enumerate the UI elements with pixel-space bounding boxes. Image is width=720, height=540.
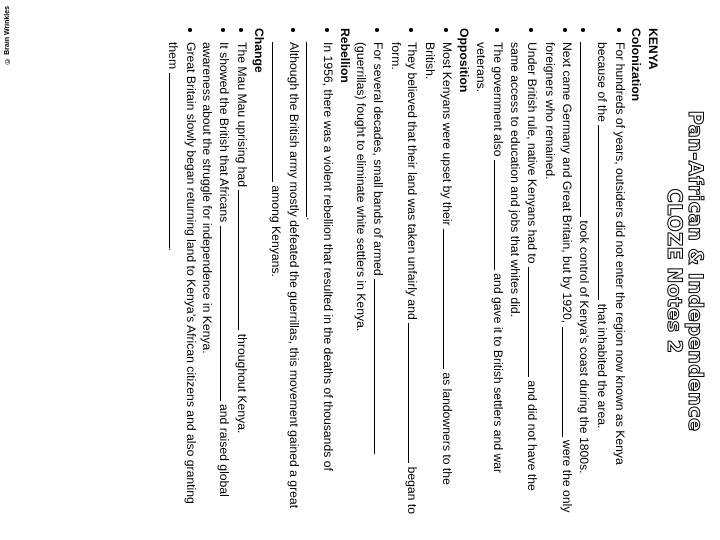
section-heading-change: Change	[252, 28, 267, 73]
list-item: • They believed that their land was taken unfairly and began to form.	[387, 42, 421, 514]
fill-blank[interactable]	[220, 226, 233, 401]
fill-blank[interactable]	[528, 267, 541, 377]
list-item: • For several decades, small bands of armed (guerrillas) fought to eliminate white settlers in Kenya.	[353, 42, 387, 514]
fill-blank[interactable]	[443, 229, 456, 369]
list-item: • It showed the British that Africans and raised global awareness about the struggle for independence in Kenya.	[199, 42, 233, 514]
title-line-2: CLOZE Notes 2	[662, 188, 686, 354]
fill-blank[interactable]	[374, 279, 387, 454]
fill-blank[interactable]	[238, 190, 251, 330]
section-heading-rebellion: Rebellion	[337, 28, 352, 83]
page-title	[664, 28, 706, 514]
change-list	[164, 28, 251, 514]
fill-blank[interactable]	[562, 327, 575, 437]
fill-blank[interactable]	[408, 323, 421, 463]
fill-blank[interactable]	[598, 125, 611, 300]
fill-blank[interactable]	[494, 160, 507, 270]
country-heading: KENYA	[645, 28, 660, 70]
rebellion-list	[267, 28, 336, 514]
section-heading-colonization: Colonization	[629, 28, 644, 102]
list-item: • Great Britain slowly began returning land to Kenya’s African citizens and also granting them .	[164, 42, 198, 514]
section-heading-opposition: Opposition	[457, 28, 472, 93]
copyright-notice: © Brain Wrinkles	[4, 6, 11, 64]
list-item: • Under British rule, native Kenyans had to and did not have the same access to education and jobs that whites did.	[507, 42, 541, 514]
list-item: • Although the British army mostly defeated the guerrillas, this movement gained a great among Kenyans.	[267, 42, 301, 514]
fill-blank[interactable]	[169, 73, 182, 248]
list-item: • In 1956, there was a violent rebellion that resulted in the deaths of thousands of .	[302, 42, 336, 514]
list-item: • The Mau Mau uprising had throughout Kenya.	[233, 42, 251, 514]
fill-blank[interactable]	[306, 42, 319, 217]
list-item: • Most Kenyans were upset by their as landowners to the British.	[421, 42, 455, 514]
opposition-list	[353, 28, 456, 514]
list-item: • took control of Kenya’s coast during the 1800s.	[576, 42, 594, 514]
fill-blank[interactable]	[580, 42, 593, 217]
list-item: • Next came Germany and Great Britain, but by 1920, were the only foreigners who remained.	[541, 42, 575, 514]
list-item: • The government also and gave it to British settlers and war veterans.	[472, 42, 506, 514]
fill-blank[interactable]	[272, 42, 285, 182]
list-item: • For hundreds of years, outsiders did not enter the region now known as Kenya because of the that inhabited the area.	[593, 42, 627, 514]
colonization-list	[472, 28, 627, 514]
title-line-1: Pan-African & Independence	[684, 110, 707, 432]
